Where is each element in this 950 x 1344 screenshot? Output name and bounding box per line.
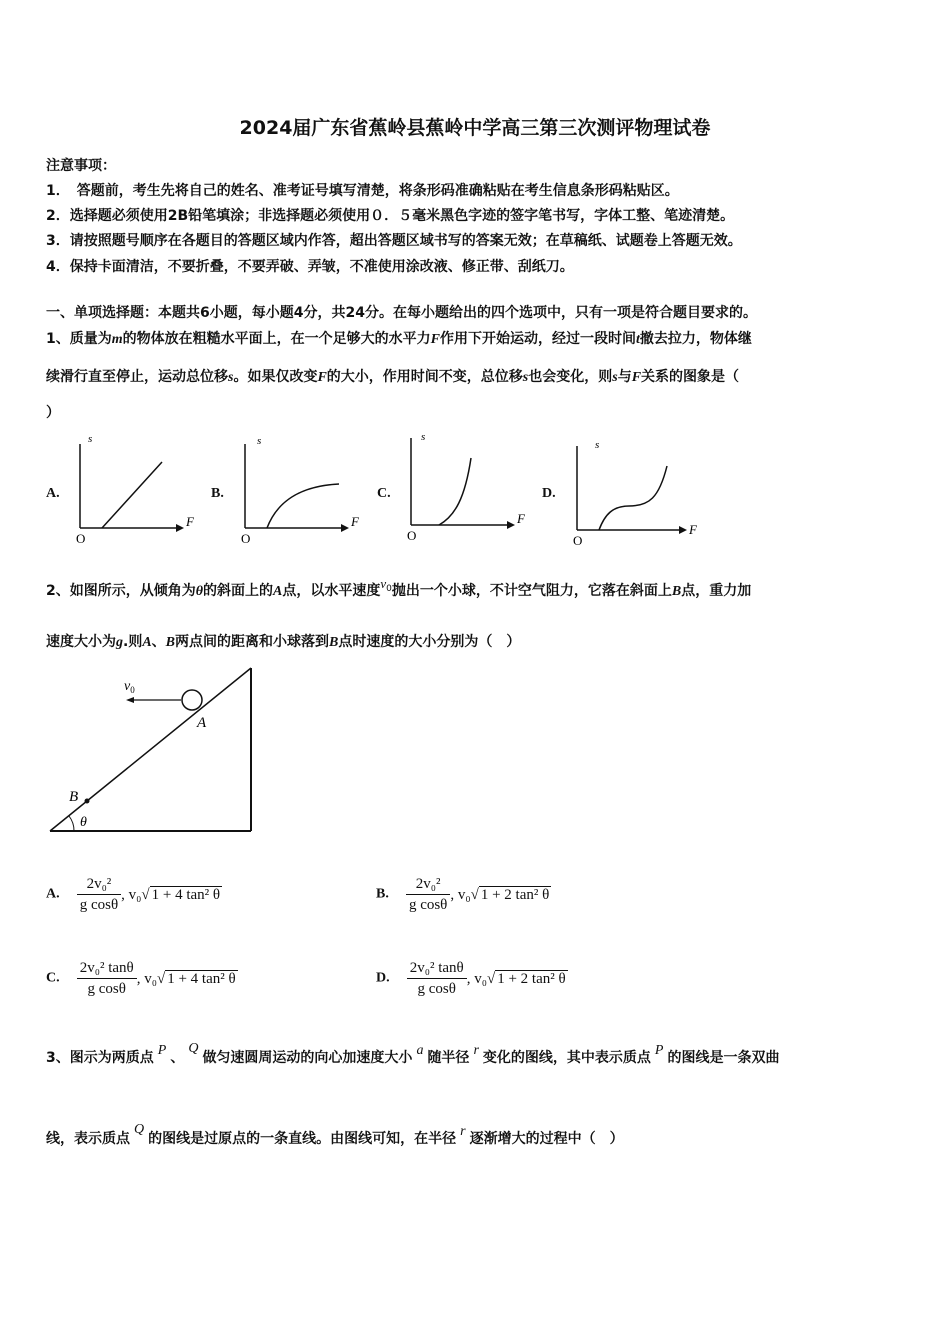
notice-heading: 注意事项： [46,158,116,174]
x-label: F [517,511,525,526]
curve [102,462,162,528]
notice-item-1: 1． 答题前，考生先将自己的姓名、准考证号填写清楚，将条形码准确粘贴在考生信息条形码粘贴区。 [46,183,679,199]
origin-label: O [241,531,251,546]
x-axis-arrow-icon [507,521,515,529]
x-label: F [351,514,359,529]
section-heading: 一、单项选择题：本题共6小题，每小题4分，共24分。在每小题给出的四个选项中，只有一项是符合题目要求的。 [46,305,757,321]
angle-arc [69,816,74,831]
q3-line-1: 3、图示为两质点 P 、Q做匀速圆周运动的向心加速度大小 a 随半径 r 变化的图线，其中表示质点 P 的图线是一条双曲 [46,1041,780,1066]
q1-option-a-label: A. [46,486,60,501]
x-label: F [689,522,697,537]
q2-option-b: B. $\frac{\text{2v₀²}}{\text{g cosθ}}$ , v₀√ 1 + 2 tan² θ [376,876,550,913]
q1-graph-c [399,428,539,546]
point-b [85,799,90,804]
page-title: 2024届广东省蕉岭县蕉岭中学高三第三次测评物理试卷 [239,117,711,139]
y-label: s [257,435,262,447]
notice-item-4: 4．保持卡面清洁，不要折叠，不要弄破、弄皱，不准使用涂改液、修正带、刮纸刀。 [46,259,574,275]
q2-line-1: 2、如图所示，从倾角为θ的斜面上的A点，以水平速度$v^0$抛出一个小球，不计空气阻力，它落在斜面上B点，重力加 [46,576,752,599]
x-axis-arrow-icon [341,524,349,532]
q1-line-1: 1、质量为m的物体放在粗糙水平面上，在一个足够大的水平力F作用下开始运动，经过一段时间t撤去拉力，物体继 [46,331,752,347]
q1-line-2: 续滑行直至停止，运动总位移s。如果仅改变F的大小，作用时间不变，总位移s也会变化，则s与F关系的图象是（ [46,369,740,385]
notice-item-3: 3．请按照题号顺序在各题目的答题区域内作答，超出答题区域书写的答案无效；在草稿纸、试题卷上答题无效。 [46,233,742,249]
origin-label: O [573,533,583,548]
point-a-label: A [197,715,207,731]
x-axis-arrow-icon [176,524,184,532]
velocity-arrow-head-icon [126,697,134,703]
q3-line-2: 线，表示质点Q的图线是过原点的一条直线。由图线可知，在半径 r 逐渐增大的过程中（ ） [46,1122,624,1147]
q1-option-c-label: C. [377,486,391,501]
q2-line-2: 速度大小为g.则A、B两点间的距离和小球落到B点时速度的大小分别为（ ） [46,634,521,650]
x-axis-arrow-icon [679,526,687,534]
q1-line-3: ） [46,405,60,421]
x-label: F [186,514,194,529]
curve [267,484,339,528]
q1-graph-d [565,432,715,550]
incline-figure [44,662,264,840]
v0-label: $v_0$ [124,679,135,695]
curve [439,458,471,525]
curve [599,466,667,530]
origin-label: O [76,531,86,546]
y-label: s [421,431,426,443]
y-label: s [595,439,600,451]
y-label: s [88,433,93,445]
q1-graph-a [68,430,208,548]
q1-graph-b [233,430,373,548]
q2-option-d: D. $\frac{\text{2v₀² tanθ}}{\text{g cosθ}}$ , v₀√ 1 + 2 tan² θ [376,960,566,997]
theta-label: θ [80,815,87,830]
q2-option-c: C. $\frac{\text{2v₀² tanθ}}{\text{g cosθ}}$ , v₀√ 1 + 4 tan² θ [46,960,236,997]
incline-line [50,668,251,831]
q1-option-b-label: B. [211,486,224,501]
origin-label: O [407,528,417,543]
notice-item-2: 2．选择题必须使用2B铅笔填涂；非选择题必须使用０．５毫米黑色字迹的签字笔书写，字体工整、笔迹清楚。 [46,208,735,224]
q1-option-d-label: D. [542,486,556,501]
ball [182,690,202,710]
q2-option-a: A. $\frac{\text{2v₀²}}{\text{g cosθ}}$ , v₀√ 1 + 4 tan² θ [46,876,221,913]
point-b-label: B [69,789,79,805]
